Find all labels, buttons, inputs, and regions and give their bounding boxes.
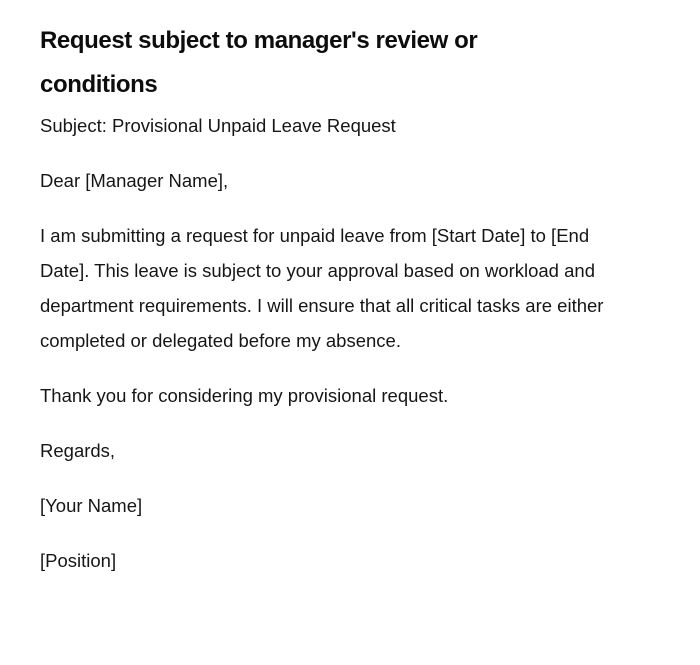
signature-position: [Position]	[40, 550, 117, 571]
salutation: Dear [Manager Name],	[40, 170, 229, 191]
body-paragraph: I am submitting a request for unpaid leave from [Start Date] to [End Date]. This leave is subject to your approval based on workload and department requirements. I will ensure that all critical tasks are either completed or delegated before my absence.	[40, 225, 604, 351]
signature-name: [Your Name]	[40, 495, 143, 516]
letter-document	[40, 19, 640, 598]
closing-note: Thank you for considering my provisional request.	[40, 385, 449, 406]
document-title: Request subject to manager's review or conditions	[40, 27, 478, 98]
subject-line: Subject: Provisional Unpaid Leave Request	[40, 115, 396, 136]
sign-off: Regards,	[40, 440, 116, 461]
